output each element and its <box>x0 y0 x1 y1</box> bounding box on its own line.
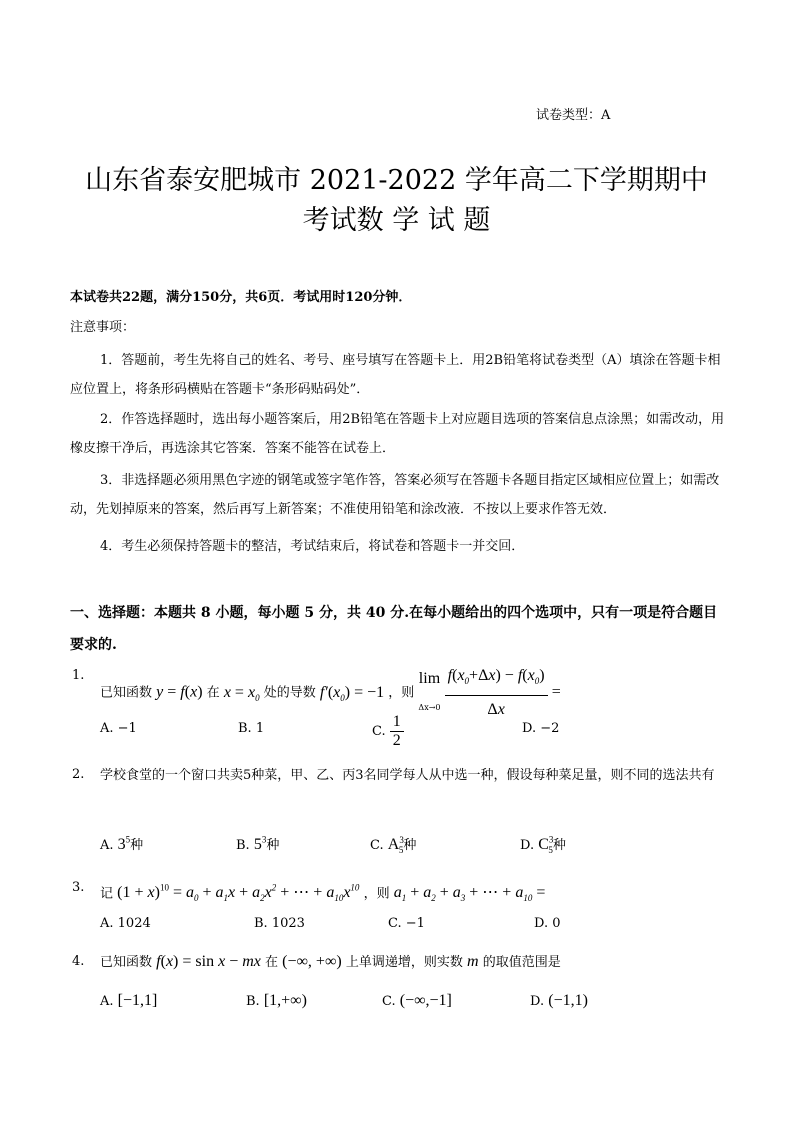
q1-fraction: $\frac{f(x_0+\Delta x) - f(x_0)}{\Delta x}$ <box>445 662 548 724</box>
q2-option-a[interactable] <box>100 834 143 854</box>
q1-option-c-label: C. <box>372 724 386 739</box>
q4-option-a-label: A. <box>100 994 114 1009</box>
note-3: 3．非选择题必须用黑色字迹的钢笔或签字笔作答，答案必须写在答题卡各题目指定区域相应位置上；如需改动，先划掉原来的答案，然后再写上新答案；不准使用铅笔和涂改液．不按以上要求作答无效． <box>70 473 720 517</box>
q2-option-a-label: A. <box>100 838 114 853</box>
section-1-heading: 一、选择题：本题共 8 小题，每小题 5 分，共 40 分.在每小题给出的四个选项中，只有一项是符合题目要求的. <box>70 605 718 653</box>
q2-option-c-label: C. <box>370 838 384 853</box>
q4-option-d[interactable] <box>530 992 588 1010</box>
q3-option-d[interactable]: D. 0 <box>534 916 561 931</box>
q2-option-c-expr: $A^3_5$ <box>387 834 404 856</box>
q4-option-b-label: B. <box>246 994 260 1009</box>
question-3-text <box>100 874 730 913</box>
q3-option-c[interactable]: C. −1 <box>388 916 425 931</box>
q4-option-c-label: C. <box>382 994 396 1009</box>
q1-derivative-expr: $f'(x_0) = -1$ <box>319 683 385 703</box>
q4-option-a[interactable] <box>100 992 157 1010</box>
q4-text-b: 在 <box>265 955 279 970</box>
q2-option-a-unit: 种 <box>130 838 144 853</box>
q1-text-c: 处的导数 <box>263 685 316 701</box>
q1-limit: lim Δx→0 <box>418 669 441 712</box>
q2-option-d-unit: 种 <box>552 838 566 853</box>
q4-interval-expr: (−∞, +∞) <box>282 953 342 970</box>
q2-option-b-expr: $5^3$ <box>253 834 267 853</box>
q3-option-b[interactable]: B. 1023 <box>254 916 305 931</box>
question-4-number: 4. <box>72 954 85 969</box>
q3-option-a[interactable]: A. 1024 <box>100 916 151 931</box>
q1-option-b[interactable]: B. 1 <box>238 721 265 736</box>
paper-type: 试卷类型：A <box>536 108 611 123</box>
note-2: 2．作答选择题时，选出每小题答案后，用2B铅笔在答题卡上对应题目选项的答案信息点涂黑；如需改动，用橡皮擦干净后，再选涂其它答案．答案不能答在试卷上． <box>70 412 725 456</box>
q2-option-b-label: B. <box>236 838 250 853</box>
question-2-text: 学校食堂的一个窗口共卖5种菜，甲、乙、丙3名同学每人从中选一种，假设每种菜足量，则不同的选法共有 <box>100 768 715 783</box>
q2-option-d-expr: $C^3_5$ <box>538 834 554 856</box>
question-1-number: 1. <box>72 668 85 683</box>
q4-option-a-expr: [−1,1] <box>117 992 158 1009</box>
q1-text-b: 在 <box>206 685 220 701</box>
q2-option-b[interactable] <box>236 834 279 854</box>
question-2-number: 2. <box>72 767 85 782</box>
q4-option-c[interactable] <box>382 992 452 1010</box>
question-4-text <box>100 948 730 977</box>
notes-label: 注意事项： <box>70 320 136 335</box>
q2-option-c-unit: 种 <box>403 838 417 853</box>
exam-title-line2: 考试数 学 试 题 <box>302 205 491 236</box>
q4-text-c: 上单调递增，则实数 <box>345 955 463 970</box>
q4-var-m: m <box>466 953 479 970</box>
question-1-text: 已知函数 y = f(x) 在 $x = x_0$ 处的导数 $f'(x_0) = -1$ ，则 lim Δx→0 $\frac{f(x_0+\Delta x) - f(x_0)}{\Delta x}$ = <box>100 662 730 724</box>
q4-option-d-label: D. <box>530 994 545 1009</box>
q3-text-b: ，则 <box>363 886 390 902</box>
q4-option-d-expr: (−1,1) <box>548 992 588 1009</box>
q4-text-d: 的取值范围是 <box>482 955 561 970</box>
note-4: 4．考生必须保持答题卡的整洁，考试结束后，将试卷和答题卡一并交回． <box>100 539 525 554</box>
q3-expansion-expr: $(1 + x)^{10} = a_0 + a_1x + a_2x^2$ + ⋯ + $a_{10}x^{10}$ <box>117 883 360 904</box>
q2-option-d[interactable] <box>520 834 566 855</box>
q4-option-b[interactable] <box>246 992 307 1010</box>
q1-option-c-fraction: $\frac{1}{2}$ <box>390 713 404 750</box>
q3-sum-expr: $a_1 + a_2 + a_3$ + ⋯ + $a_{10}$ = <box>393 884 546 904</box>
q4-option-c-expr: (−∞,−1] <box>399 992 452 1009</box>
q4-option-b-expr: [1,+∞) <box>263 992 307 1009</box>
q1-text-d: ，则 <box>388 685 415 701</box>
q1-option-a[interactable]: A. −1 <box>100 721 137 736</box>
note-1: 1．答题前，考生先将自己的姓名、考号、座号填写在答题卡上．用2B铅笔将试卷类型（A）填涂在答题卡相应位置上，将条形码横贴在答题卡“条形码贴码处”． <box>70 353 721 397</box>
q1-func-expr: y = f(x) <box>156 683 203 701</box>
exam-title-line1: 山东省泰安肥城市 2021-2022 学年高二下学期期中 <box>85 165 708 196</box>
q2-option-c[interactable] <box>370 834 416 855</box>
question-3-number: 3. <box>72 880 85 895</box>
q4-func-expr: f(x) = sin x − mx <box>156 953 261 970</box>
exam-intro: 本试卷共22题，满分150分，共6页．考试用时120分钟． <box>70 290 412 305</box>
q1-text-a: 已知函数 <box>100 685 153 701</box>
q4-text-a: 已知函数 <box>100 955 153 970</box>
q1-option-c[interactable] <box>372 713 404 750</box>
q2-option-b-unit: 种 <box>266 838 280 853</box>
q2-option-a-expr: $3^5$ <box>117 834 131 853</box>
q1-option-d[interactable]: D. −2 <box>522 721 560 736</box>
q1-point-expr: $x = x_0$ <box>223 683 260 703</box>
q2-option-d-label: D. <box>520 838 535 853</box>
q3-text-a: 记 <box>100 886 114 902</box>
